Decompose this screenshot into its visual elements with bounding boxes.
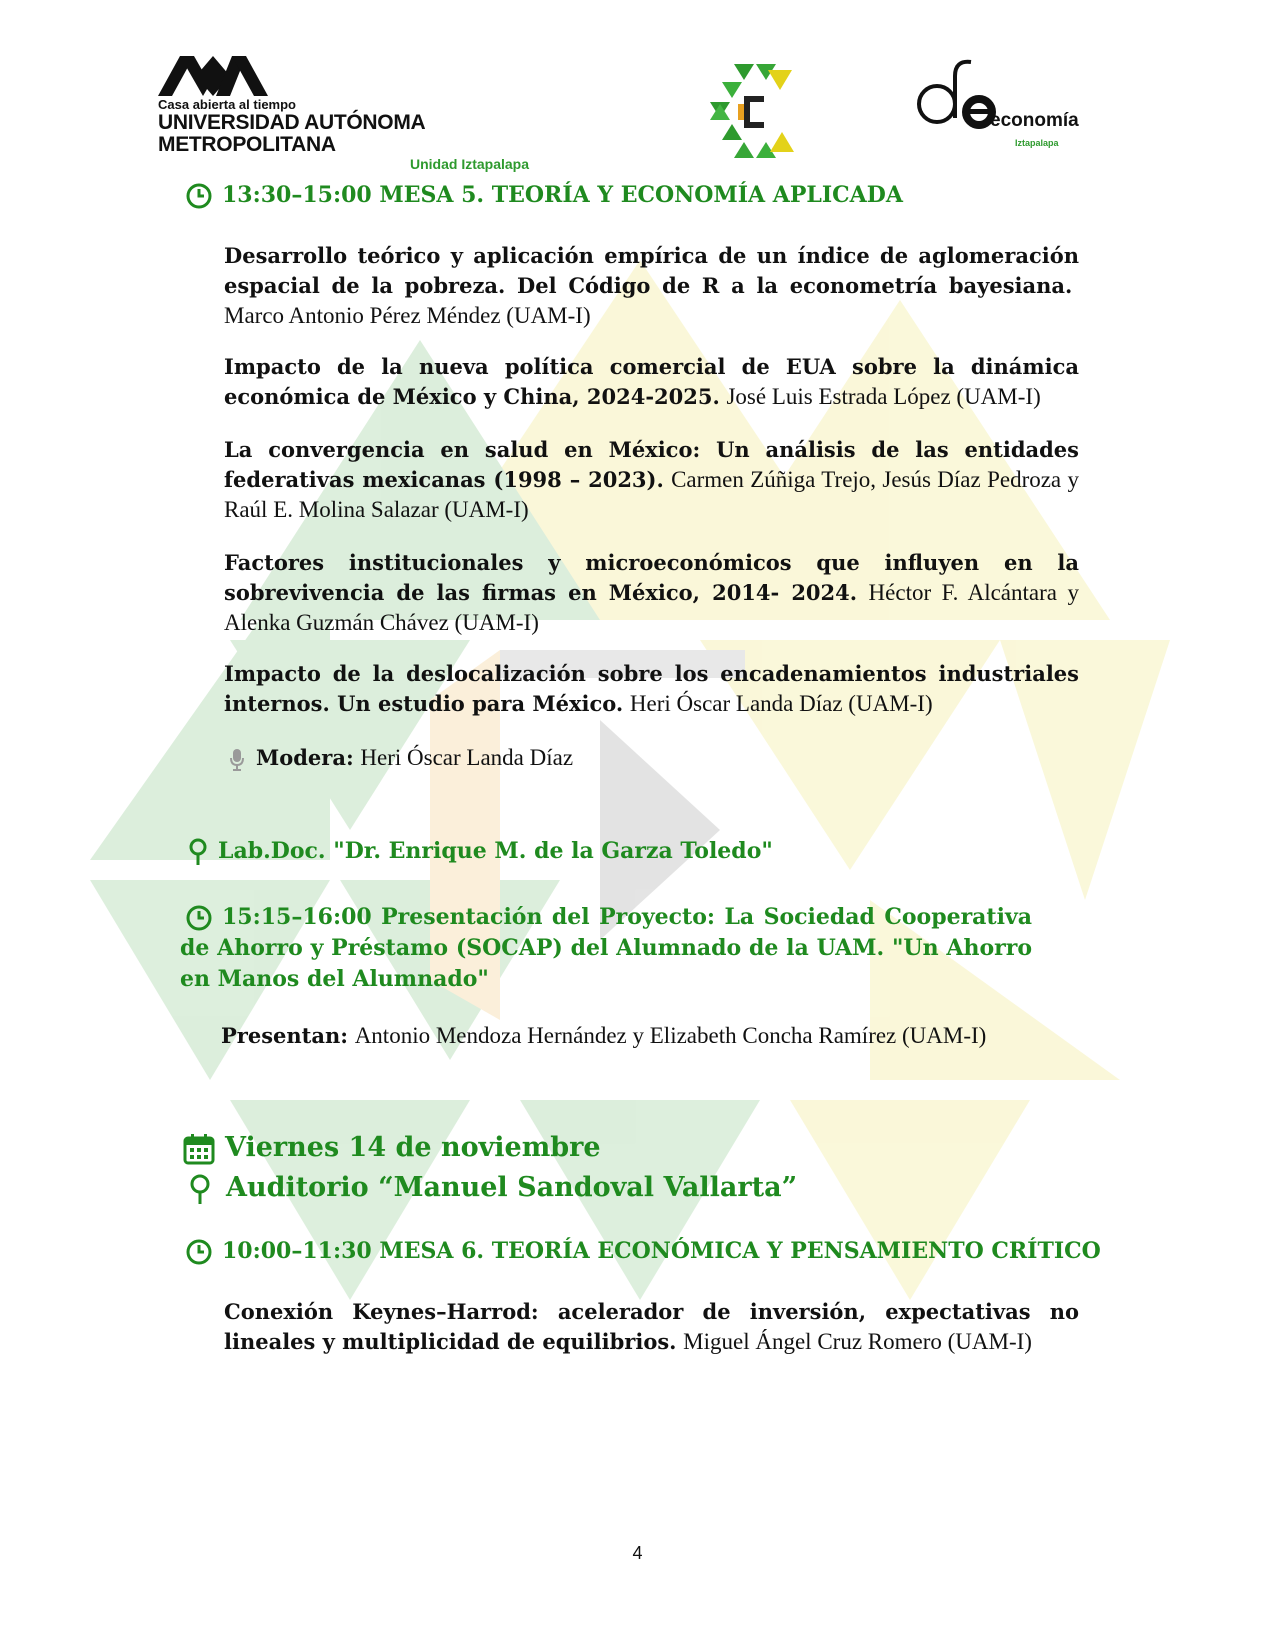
economia-unit: Iztapalapa	[1015, 138, 1059, 148]
moderator-label: Modera:	[256, 745, 354, 770]
day-heading	[183, 1132, 601, 1165]
uam-name: UNIVERSIDAD AUTÓNOMA METROPOLITANA	[158, 111, 425, 156]
paper-1	[224, 241, 1079, 331]
paper-title: Impacto de la nueva política comercial de EUA sobre la dinámica económica de México y China, 2024-2025.	[224, 354, 1079, 409]
presentation-heading	[180, 902, 1032, 995]
economia-text: economía	[990, 110, 1079, 131]
paper-2	[224, 352, 1079, 412]
presenters-names: Antonio Mendoza Hernández y Elizabeth Concha Ramírez (UAM-I)	[354, 1023, 987, 1048]
paper-authors: Héctor F. Alcántara y Alenka Guzmán Chávez (UAM-I)	[224, 580, 1079, 635]
paper-authors: Heri Óscar Landa Díaz (UAM-I)	[629, 691, 933, 716]
map-pin-icon	[188, 838, 208, 866]
clock-icon	[186, 183, 212, 209]
uam-unit: Unidad Iztapalapa	[410, 156, 530, 172]
uam-tagline: Casa abierta al tiempo	[158, 97, 296, 112]
clock-icon	[186, 1239, 212, 1265]
day-date: Viernes 14 de noviembre	[225, 1132, 601, 1163]
paper-4	[224, 548, 1079, 638]
location-text: Lab.Doc. "Dr. Enrique M. de la Garza Toledo"	[218, 838, 773, 864]
calendar-icon	[183, 1133, 215, 1165]
microphone-icon	[228, 748, 246, 772]
presenters-line	[221, 1023, 986, 1049]
uam-logo	[158, 52, 558, 172]
presenters-label: Presentan:	[221, 1023, 348, 1048]
paper-title: Desarrollo teórico y aplicación empírica de un índice de aglomeración espacial de la pobreza. Del Código de R a la econometría bayesiana.	[224, 243, 1079, 298]
paper-title: Impacto de la deslocalización sobre los encadenamientos industriales internos. Un estudio para México.	[224, 661, 1079, 716]
venue-name: Auditorio “Manuel Sandoval Vallarta”	[226, 1172, 798, 1203]
mesa6-heading-text: 10:00–11:30 MESA 6. TEORÍA ECONÓMICA Y PENSAMIENTO CRÍTICO	[222, 1238, 1101, 1264]
paper-title: Conexión Keynes–Harrod: acelerador de inversión, expectativas no lineales y multiplicidad de equilibrios.	[224, 1299, 1079, 1354]
moderator-name: Heri Óscar Landa Díaz	[360, 745, 574, 770]
paper-authors: Miguel Ángel Cruz Romero (UAM-I)	[683, 1329, 1032, 1354]
presentation-heading-text: 15:15–16:00 Presentación del Proyecto: La Sociedad Cooperativa de Ahorro y Préstamo (SOCAP) del Alumnado de la UAM. "Un Ahorro en Manos del Alumnado"	[180, 904, 1032, 992]
economia-logo	[915, 56, 1095, 156]
paper-authors: José Luis Estrada López (UAM-I)	[726, 384, 1041, 409]
paper-title: La convergencia en salud en México: Un análisis de las entidades federativas mexicanas (1998 – 2023).	[224, 437, 1079, 492]
mesa5-heading-text: 13:30–15:00 MESA 5. TEORÍA Y ECONOMÍA APLICADA	[222, 182, 903, 208]
paper-3	[224, 435, 1079, 525]
paper-5	[224, 659, 1079, 719]
moderator-line	[228, 745, 573, 772]
paper-title: Factores institucionales y microeconómicos que influyen en la sobrevivencia de las firmas en México, 2014- 2024.	[224, 550, 1079, 605]
mesa6-heading	[186, 1238, 1101, 1265]
paper-authors: Carmen Zúñiga Trejo, Jesús Díaz Pedroza y Raúl E. Molina Salazar (UAM-I)	[224, 467, 1079, 522]
coordinacion-logo	[708, 62, 800, 162]
venue-heading	[188, 1172, 797, 1205]
map-pin-icon	[188, 1173, 212, 1205]
location-heading	[188, 838, 773, 866]
paper-6	[224, 1297, 1079, 1357]
paper-authors: Marco Antonio Pérez Méndez (UAM-I)	[224, 303, 591, 328]
clock-icon	[186, 905, 212, 931]
uam-emblem-icon	[158, 52, 268, 96]
mesa5-heading	[186, 182, 903, 209]
page-number: 4	[632, 1543, 643, 1563]
